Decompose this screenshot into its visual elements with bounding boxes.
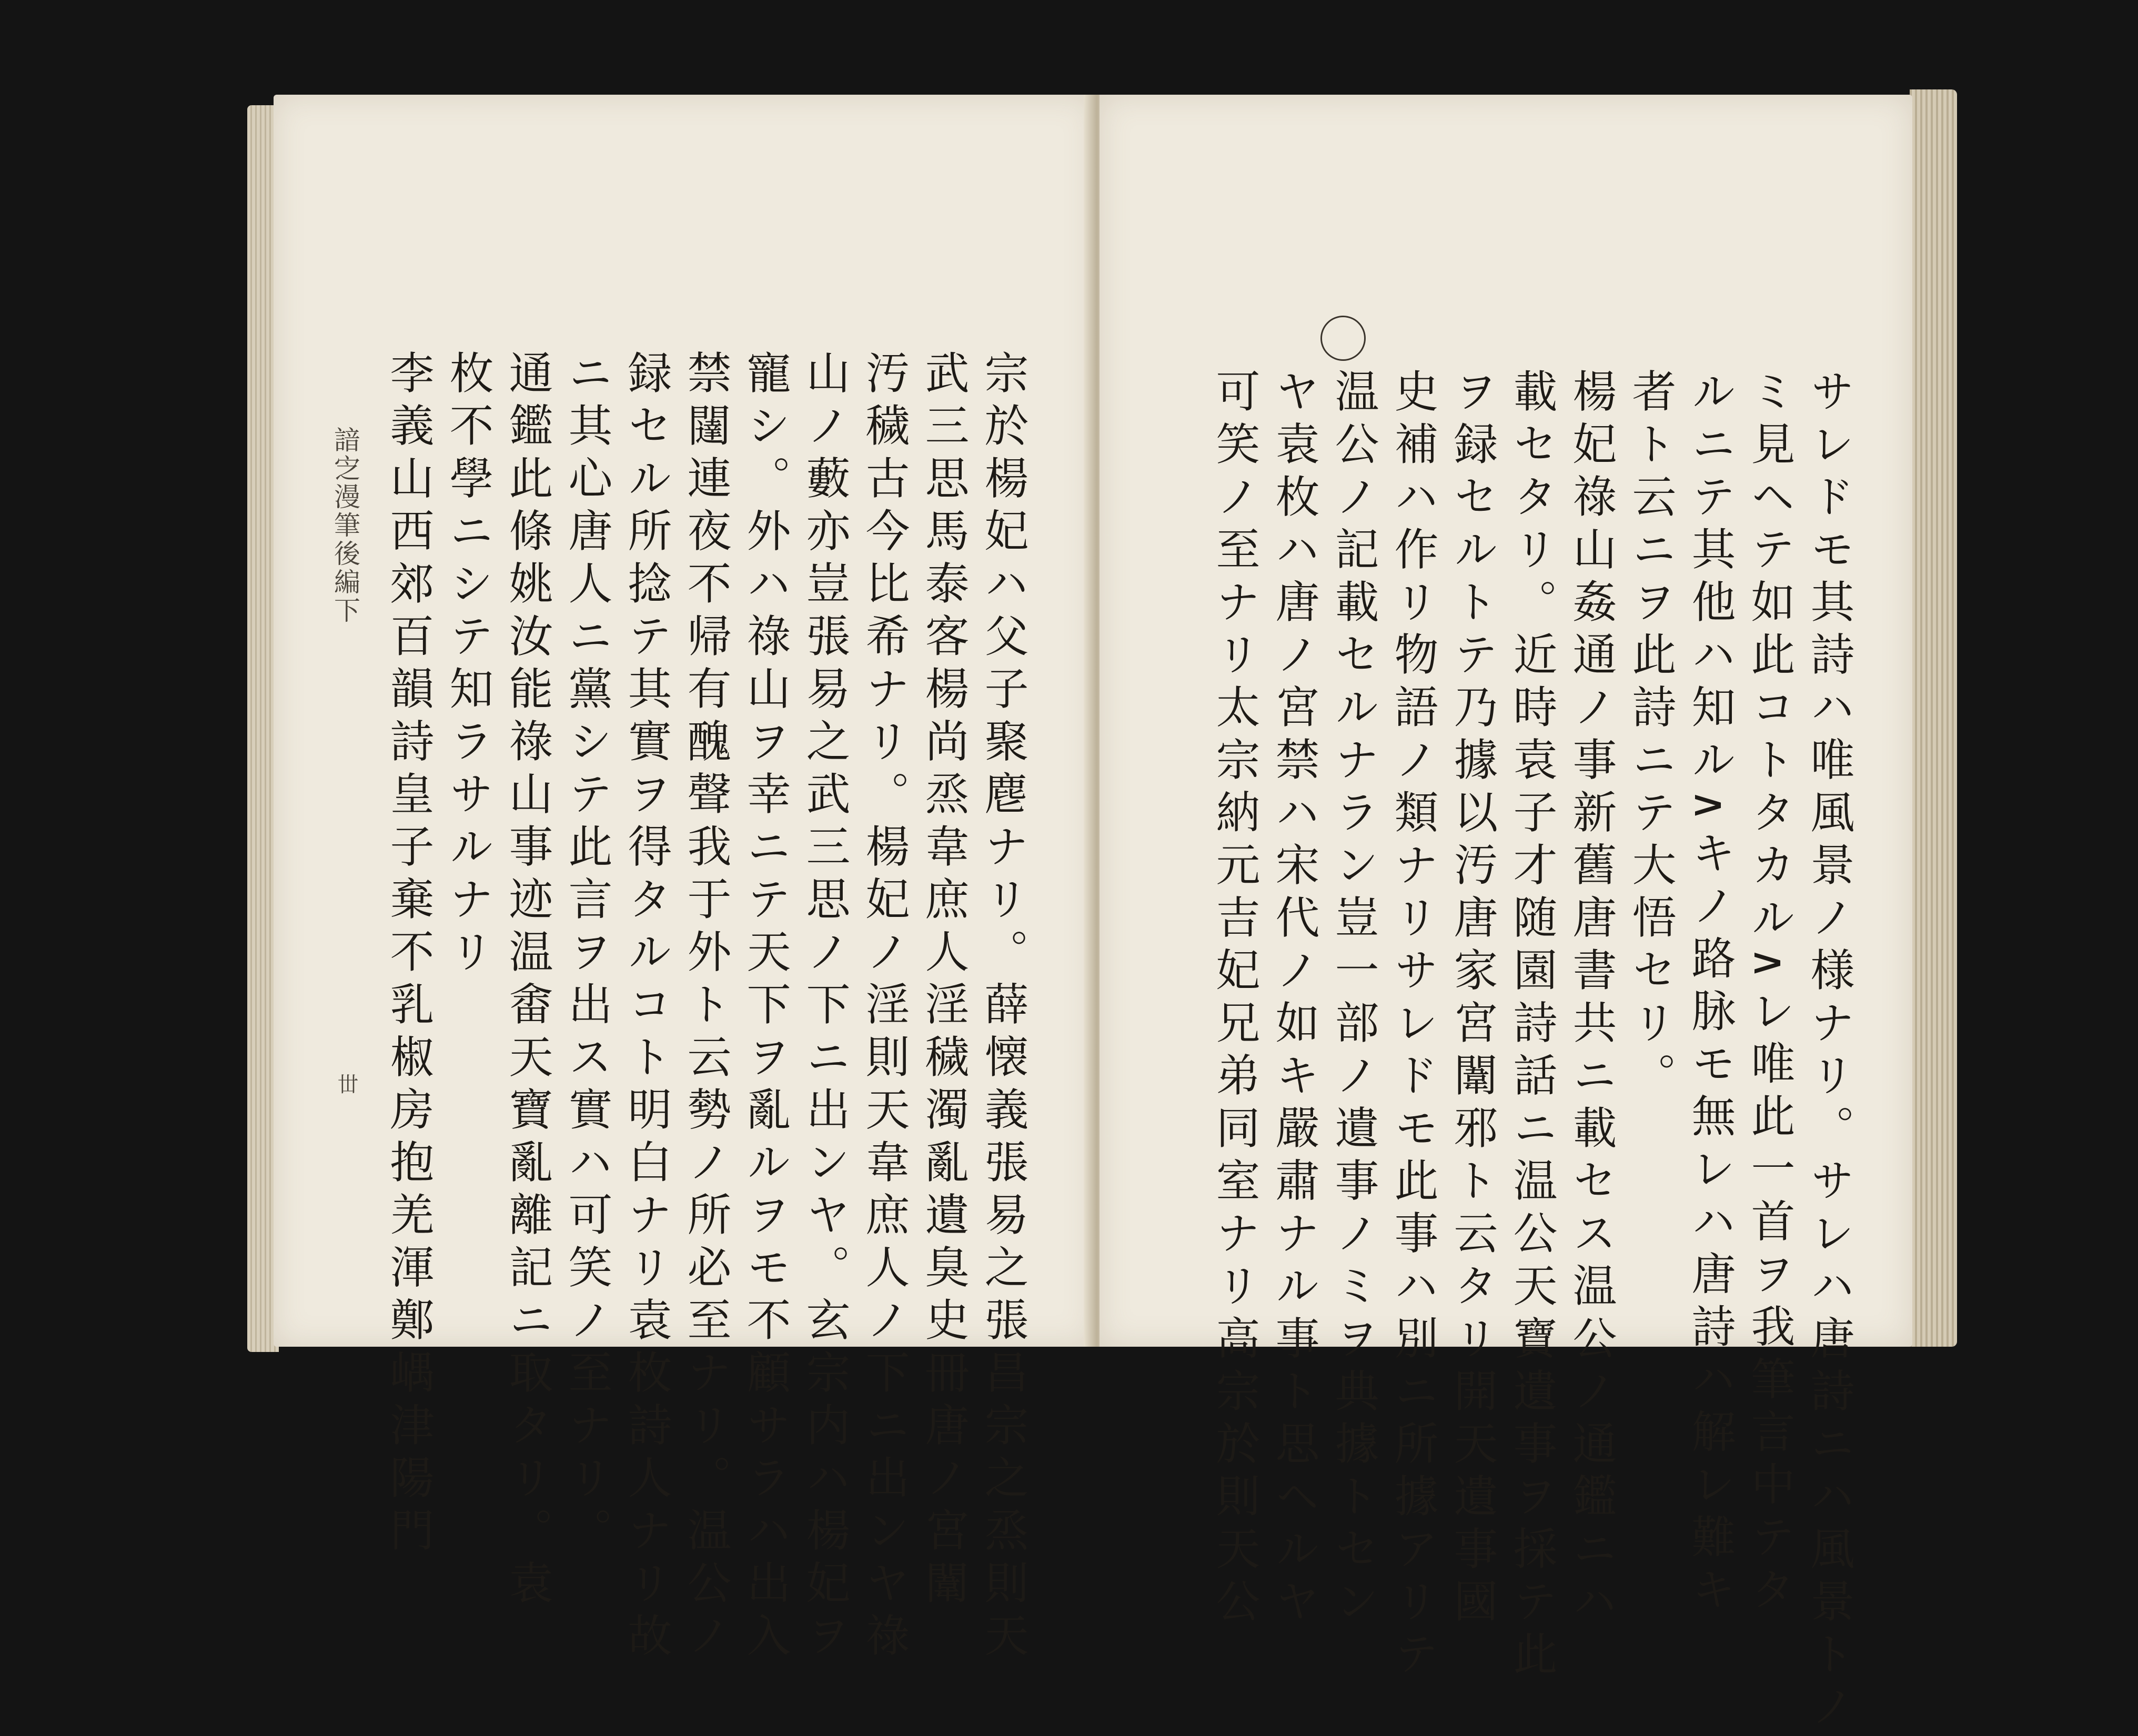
circle-mark <box>1320 316 1366 361</box>
text-column: 汚穢古今比希ナリ。楊妃ノ淫則天韋庶人ノ下ニ出ンヤ祿 <box>859 350 910 1665</box>
text-column: ニ其心唐人ニ黨シテ此言ヲ出ス實ハ可笑ノ至ナリ。 <box>561 350 613 1560</box>
text-column: ミ見ヘテ如此コトタカル∧レ唯此一首ヲ我筆言中テタ <box>1744 368 1796 1619</box>
text-column: 史補ハ作リ物語ノ類ナリサレドモ此事ハ別ニ所據アリテ <box>1387 368 1439 1683</box>
running-title: 諳㝎漫筆後編下 <box>330 426 360 625</box>
text-column: 可笑ノ至ナリ太宗納元吉妃兄弟同室ナリ高宗於則天公 <box>1209 368 1260 1631</box>
text-column: 山ノ藪亦豈張易之武三思ノ下ニ出ンヤ。玄宗内ハ楊妃ヲ <box>799 350 851 1665</box>
text-column: 載セタリ。近時袁子才随園詩話ニ温公天寶遺事ヲ採テ此 <box>1506 368 1558 1683</box>
text-column: 宗於楊妃ハ父子聚麀ナリ。薛懐義張易之張昌宗之烝則天 <box>977 350 1029 1665</box>
text-column: 枚不學ニシテ知ラサルナリ <box>442 350 494 981</box>
text-column: 者ト云ニヲ此詩ニテ大悟セリ。 <box>1625 368 1677 1105</box>
text-column: 通鑑此條姚汝能祿山事迹温畬天寶亂離記ニ取タリ。袁 <box>502 350 553 1612</box>
text-column: ルニテ其他ハ知ル∧キノ路脉モ無レハ唐詩ハ解レ難キ <box>1685 368 1736 1619</box>
right-page <box>1100 95 1912 1736</box>
text-column: 寵シ。外ハ祿山ヲ幸ニテ天下ヲ亂ルヲモ不顧サラハ出入 <box>740 350 791 1665</box>
text-column: 李義山西郊百韻詩皇子棄不乳椒房抱羌渾鄭嵎津陽門 <box>383 350 435 1560</box>
text-column: ヤ袁枚ハ唐ノ宮禁ハ宋代ノ如キ嚴肅ナル事ト思ヘルヤ <box>1268 368 1320 1631</box>
text-column: 武三思馬泰客楊尚烝韋庶人淫穢濁亂遺臭史冊唐ノ宮闈 <box>918 350 970 1612</box>
text-column: 録セル所捻テ其實ヲ得タルコト明白ナリ袁枚詩人ナリ故 <box>621 350 672 1665</box>
text-column: サレドモ其詩ハ唯風景ノ様ナリ。サレハ唐詩ニハ風景トノ <box>1803 368 1855 1736</box>
left-page <box>274 95 1094 1665</box>
page-number: 丗 <box>334 1073 358 1094</box>
text-column: ヲ録セルトテ乃據以汚唐家宮闈邪ト云タリ開天遺事國 <box>1447 368 1498 1631</box>
open-book <box>247 79 1957 1736</box>
text-column: 温公ノ記載セルナラン豈一部ノ遺事ノミヲ典據トセン <box>1328 368 1379 1631</box>
right-page-edges <box>1910 89 1957 1347</box>
text-column: 楊妃祿山姦通ノ事新舊唐書共ニ載セス温公ノ通鑑ニハ <box>1566 368 1617 1631</box>
text-column: 禁闥連夜不帰有醜聲我于外ト云勢ノ所必至ナリ。温公ノ <box>680 350 732 1665</box>
